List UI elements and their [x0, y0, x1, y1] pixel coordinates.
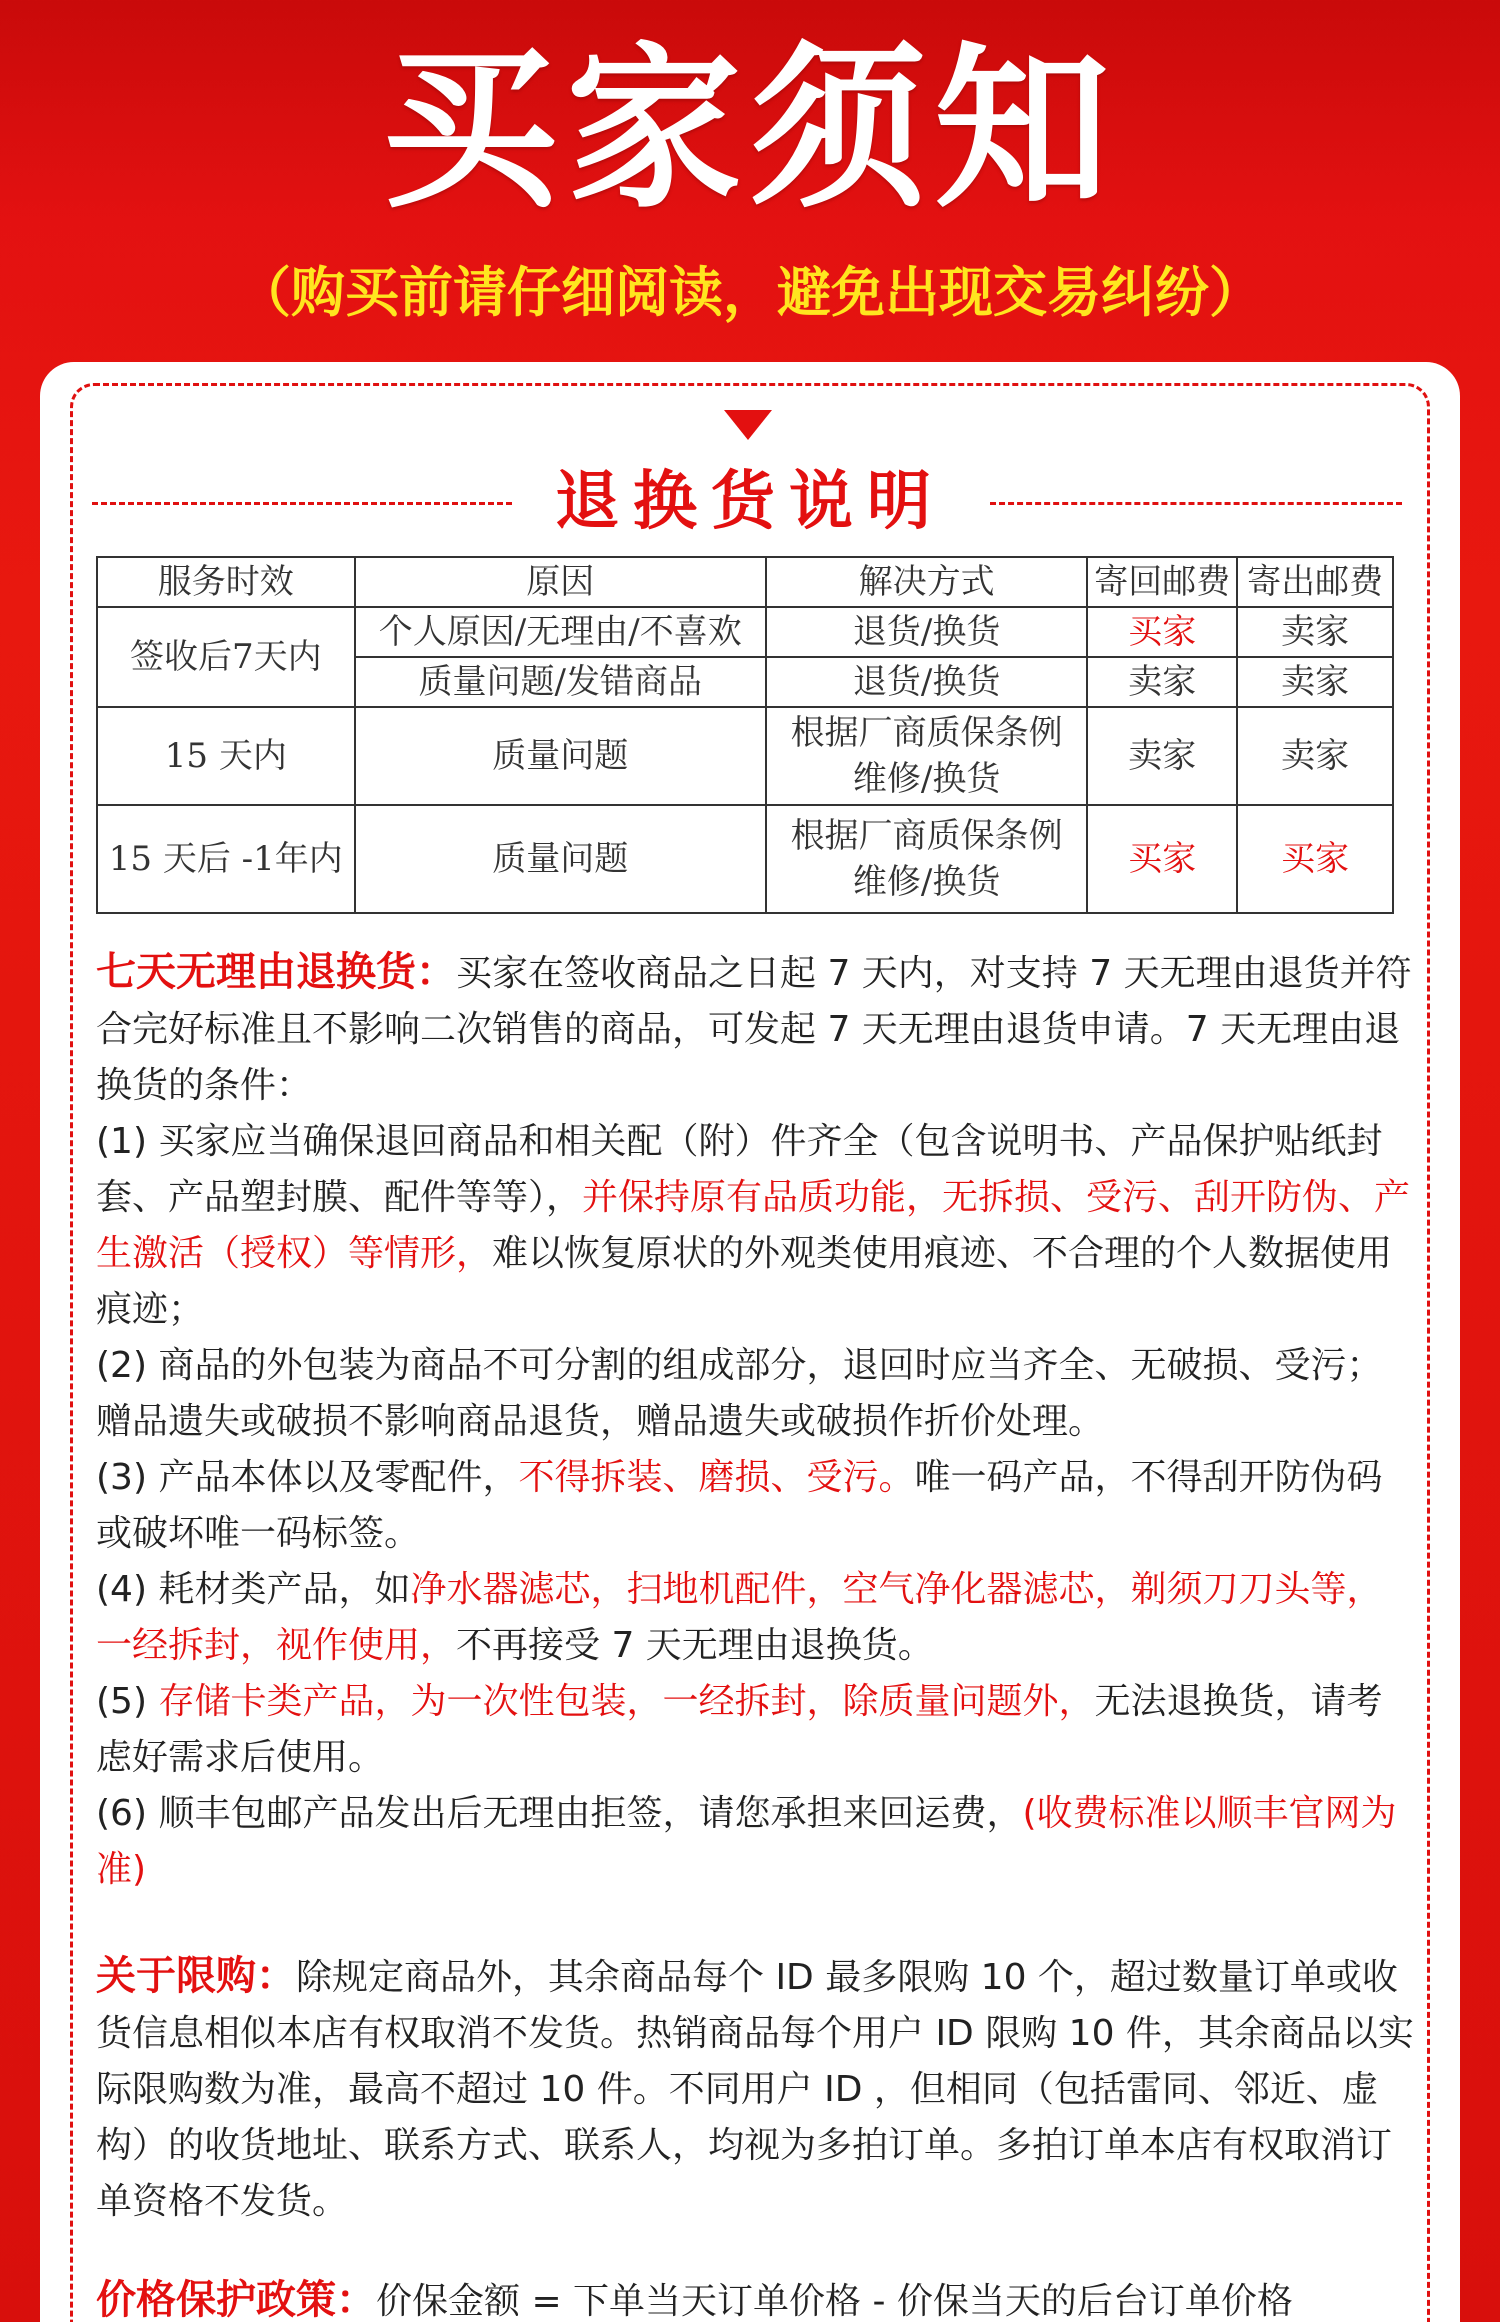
table-header-cell: 原因 — [355, 557, 766, 607]
page-subtitle: （购买前请仔细阅读，避免出现交易纠纷） — [237, 261, 1263, 324]
rule-highlight: 存储卡类产品，为一次性包装，一经拆封，除质量问题外， — [158, 1681, 1095, 1722]
send-fee-cell: 卖家 — [1237, 707, 1393, 805]
rule-item-3 — [96, 1450, 1416, 1562]
rule-text: (6) 顺丰包邮产品发出后无理由拒签，请您承担来回运费， — [96, 1793, 1023, 1834]
reason-cell: 质量问题/发错商品 — [355, 657, 766, 707]
table-header-row — [97, 557, 1393, 607]
rule-text: (5) — [96, 1681, 159, 1722]
reason-cell: 质量问题 — [355, 805, 766, 913]
solution-line: 维修/换货 — [852, 862, 1001, 902]
limit-heading: 关于限购： — [96, 1953, 296, 1999]
seven-day-section — [96, 944, 1416, 1898]
reason-cell: 个人原因/无理由/不喜欢 — [355, 607, 766, 657]
table-header-cell: 寄出邮费 — [1237, 557, 1393, 607]
rule-highlight: 不得拆装、磨损、受污。 — [518, 1457, 915, 1498]
table-row — [97, 707, 1393, 805]
rule-item-6 — [96, 1786, 1416, 1898]
rule-item-1 — [96, 1114, 1416, 1338]
seven-day-intro-text: 买家在签收商品之日起 7 天内，对支持 7 天无理由退货并符合完好标准且不影响二次销售的商品，可发起 7 天无理由退货申请。7 天无理由退换货的条件： — [96, 953, 1412, 1106]
solution-line: 维修/换货 — [852, 759, 1001, 799]
rule-text: (4) 耗材类产品，如 — [96, 1569, 411, 1610]
section-title: 退换货说明 — [555, 464, 945, 539]
solution-cell: 退货/换货 — [766, 657, 1087, 707]
return-policy-table — [96, 556, 1394, 914]
rule-text: 不再接受 7 天无理由退换货。 — [456, 1625, 934, 1666]
send-fee-cell: 卖家 — [1237, 657, 1393, 707]
limit-paragraph — [96, 1948, 1416, 2230]
solution-cell — [766, 805, 1087, 913]
rule-item-2: (2) 商品的外包装为商品不可分割的组成部分，退回时应当齐全、无破损、受污；赠品遗失或破损不影响商品退货，赠品遗失或破损作折价处理。 — [96, 1345, 1383, 1442]
rule-text: (1) 买家应当确保退回商品和相关配（附）件齐全（包含说明书、产品保护贴纸封套、产品塑封膜、配件等等）， — [96, 1121, 1383, 1218]
return-fee-cell: 卖家 — [1087, 707, 1237, 805]
rule-item-5 — [96, 1674, 1416, 1786]
rule-text: (3) 产品本体以及零配件， — [96, 1457, 519, 1498]
seven-day-intro — [96, 944, 1416, 1114]
table-header-cell: 寄回邮费 — [1087, 557, 1237, 607]
price-protect-text: 价保金额 = 下单当天订单价格 - 价保当天的后台订单价格 — [376, 2281, 1293, 2322]
table-header-cell: 服务时效 — [97, 557, 355, 607]
table-row — [97, 805, 1393, 913]
limit-text: 除规定商品外，其余商品每个 ID 最多限购 10 个，超过数量订单或收货信息相似本店有权取消不发货。热销商品每个用户 ID 限购 10 件，其余商品以实际限购数为准，最高不超过 10 件。不同用户 ID ，但相同（包括雷同、邻近、虚构）的收货地址、联系方式、联系人，均视为多拍订单。多拍订单本店有权取消订单资格不发货。 — [96, 1957, 1414, 2222]
rule-text: 无法退换货，请考虑好需求后使用。 — [96, 1681, 1383, 1778]
return-fee-cell: 买家 — [1087, 607, 1237, 657]
solution-line: 根据厂商质保条例 — [790, 713, 1063, 753]
seven-day-heading: 七天无理由退换货： — [96, 949, 456, 995]
section-divider-left — [92, 502, 512, 505]
price-protect-section — [96, 2272, 1416, 2322]
solution-cell — [766, 707, 1087, 805]
down-triangle-icon — [724, 410, 772, 440]
rule-highlight: 净水器滤芯，扫地机配件，空气净化器滤芯，剃须刀刀头等，一经拆封，视作使用， — [96, 1569, 1383, 1666]
rule-text: 难以恢复原状的外观类使用痕迹、不合理的个人数据使用痕迹； — [96, 1233, 1393, 1330]
return-fee-cell: 卖家 — [1087, 657, 1237, 707]
solution-cell: 退货/换货 — [766, 607, 1087, 657]
rule-highlight: 并保持原有品质功能，无拆损、受污、刮开防伪、产生激活（授权）等情形， — [96, 1177, 1411, 1274]
limit-section — [96, 1948, 1416, 2230]
page-title: 买家须知 — [381, 27, 1118, 232]
return-fee-cell: 买家 — [1087, 805, 1237, 913]
rule-text: 唯一码产品，不得刮开防伪码或破坏唯一码标签。 — [96, 1457, 1383, 1554]
price-protect-heading: 价格保护政策： — [96, 2277, 376, 2322]
section-divider-right — [990, 502, 1402, 505]
send-fee-cell: 买家 — [1237, 805, 1393, 913]
rule-highlight: (收费标准以顺丰官网为准) — [96, 1793, 1397, 1890]
table-row — [97, 607, 1393, 657]
price-protect-paragraph — [96, 2272, 1416, 2322]
period-cell: 15 天内 — [97, 707, 355, 805]
send-fee-cell: 卖家 — [1237, 607, 1393, 657]
period-cell: 签收后7天内 — [97, 607, 355, 707]
solution-line: 根据厂商质保条例 — [790, 816, 1063, 856]
period-cell: 15 天后 -1年内 — [97, 805, 355, 913]
rule-item-4 — [96, 1562, 1416, 1674]
reason-cell: 质量问题 — [355, 707, 766, 805]
table-header-cell: 解决方式 — [766, 557, 1087, 607]
